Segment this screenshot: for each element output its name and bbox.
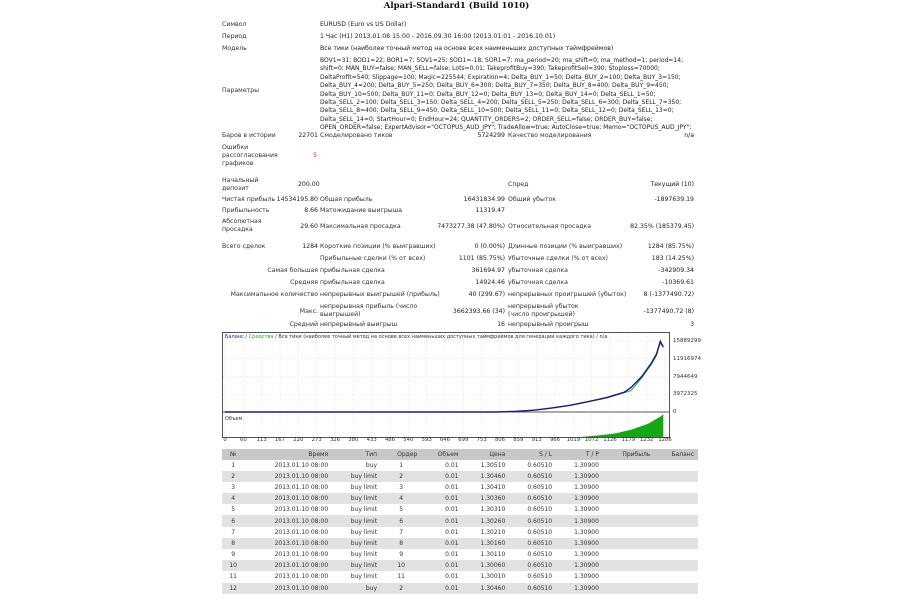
table-cell: 1.30310 [480,506,506,514]
table-cell: 2013.01.10 08:00 [244,583,332,594]
table-cell: 1.30110 [480,551,506,559]
x-tick-label: 167 [274,437,286,443]
max-profit-value: 3662393.66 (34) [452,308,505,315]
x-tick-label: 913 [531,437,542,443]
table-cell [603,583,654,594]
legend-sep: / [243,334,249,340]
table-row [222,538,698,549]
bars-value: 22701 [298,132,318,139]
table-cell: 0.01 [445,506,459,514]
gross-loss-value: -1897639.19 [654,196,694,203]
table-cell: 6 [381,515,421,526]
table-cell [603,538,654,549]
table-cell: 9 [231,551,236,559]
maxcount-label: Максимальное количество [230,291,318,298]
table-cell: 1.30460 [463,583,510,594]
table-cell [654,549,698,560]
table-cell: 0.01 [421,493,462,504]
column-header: № [222,449,244,460]
table-cell: 0.60510 [527,551,553,559]
x-tick-label: 646 [439,437,451,443]
chart-legend [225,334,607,340]
table-cell: buy [332,583,381,594]
maxcount-losses-label: непрерывных проигрышей (убыток) [508,291,627,298]
table-cell: buy limit [332,515,381,526]
table-cell: 2013.01.10 08:00 [274,506,329,514]
rel-dd-label: Относительная просадка [508,223,592,230]
table-cell: 0.01 [445,483,459,491]
table-cell: 2013.01.10 08:00 [244,471,332,482]
avg-label: Средний [289,321,318,328]
short-label: Короткие позиции (% выигравших) [320,243,436,250]
table-cell: 6 [222,515,244,526]
table-cell: 5 [399,506,404,514]
table-cell [654,583,698,594]
period-value: 1 Час (H1) 2013.01.08 15:00 - 2016.09.30 16:00 (2013.01.01 - 2016.10.01) [320,33,556,40]
table-cell: 1.30510 [480,461,506,469]
expected-label: Матожидание выигрыша [320,207,403,214]
x-tick-label: 60 [239,437,247,443]
table-cell: 11 [397,573,405,581]
pf-label: Прибыльность [222,207,270,214]
table-cell: 12 [222,583,244,594]
table-cell: 0.60510 [527,506,553,514]
table-row [222,493,698,504]
report-title: Alpari-Standard1 (Build 1010) [383,1,530,11]
table-cell: 0.01 [421,560,462,571]
table-cell: buy limit [350,506,378,514]
orders-table [222,449,698,594]
average-loss-value: -10369.61 [662,279,694,286]
table-row [222,504,698,515]
table-cell: buy limit [350,551,378,559]
avg-losses-value: 3 [690,321,694,328]
table-row [222,482,698,493]
table-cell: 4 [381,493,421,504]
table-cell: 1.30900 [556,560,603,571]
table-cell: 1.30010 [480,573,506,581]
table-cell: 0.60510 [509,583,556,594]
average-profit-value: 14924.46 [475,279,505,286]
table-row [222,471,698,482]
x-tick-label: 1019 [566,437,581,443]
max-dd-label: Максимальная просадка [320,223,401,230]
gross-profit-label: Общая прибыль [320,196,373,203]
profit-trades-label: Прибыльные сделки (% от всех) [320,255,426,262]
table-row [222,549,698,560]
table-cell: 9 [399,551,404,559]
loss-trades-value: 183 (14.25%) [651,255,694,262]
legend-balance: Баланс [225,334,244,340]
table-cell: 1.30900 [556,538,603,549]
x-tick-label: 593 [421,437,432,443]
table-cell: buy limit [350,573,378,581]
table-cell: 0.60510 [527,573,553,581]
table-cell: buy limit [332,471,381,482]
table-cell: buy limit [350,483,378,491]
deposit-label: Начальный депозит [222,177,259,192]
table-cell [654,493,698,504]
table-cell: 1.30900 [556,583,603,594]
net-label: Чистая прибыль [222,196,276,203]
profit-trades-value: 1101 (85.75%) [458,255,505,262]
maxcount-losses-value: 8 (-1377490.72) [643,291,694,298]
table-cell: 0.01 [445,573,459,581]
table-cell: buy limit [350,528,378,536]
table-cell [654,471,698,482]
params-value: BOV1=31; BOD1=22; BOR1=7; SOV1=25; SOD1=-18; SOR1=7; ma_period=20; ma_shift=0; ma_method=1; period=14; shift=0; MAN_BUY=false; MAN_SELL=false; Lots=0.01; TakeprofitBuy=390; TakeprofitSell=390; Stoploss=70000; DeltaProfit=540; Slippage=100; Magic=225544; Expiration=4; Delta_BUY_1=50; Delta_BUY_2=100; Delta_BUY_3=150; Delta_BUY_4=200; Delta_BUY_5=250; Delta_BUY_6=300; Delta_BUY_7=350; Delta_BUY_8=400; Delta_BUY_9=450; Delta_BUY_10=500; Delta_BUY_11=0; Delta_BUY_12=0; Delta_BUY_13=0; Delta_BUY_14=0; Delta_SELL_1=50; Delta_SELL_2=100; Delta_SELL_3=150; Delta_SELL_4=200; Delta_SELL_5=250; Delta_SELL_6=300; Delta_SELL_7=350; Delta_SELL_8=400; Delta_SELL_9=450; Delta_SELL_10=500; Delta_SELL_11=0; Delta_SELL_12=0; Delta_SELL_13=0; Delta_SELL_14=0; StartHour=0; EndHour=24; QUANTITY_ORDERS=2; ORDER_SELL=false; ORDER_BUY=false; OPEN_ORDER=false; ExpertAdvisor="OCTOPUS_AUD_JPY"; TradeAllow=true; AutoClose=true; Memo="OCTOPUS_AUD_JPY"; [320,57,692,132]
x-tick-label: 220 [293,437,304,443]
table-cell [603,471,654,482]
y-tick-label: 15889299 [673,338,701,344]
table-cell [603,571,654,582]
table-cell: 2 [381,583,421,594]
y-tick-label: 11916974 [673,355,701,362]
table-cell: 2013.01.10 08:00 [244,560,332,571]
column-header: T / P [556,449,603,460]
pf-value: 8.66 [304,207,318,214]
largest-label: Самая большая [267,267,318,274]
maxcount-wins-label: непрерывных выигрышей (прибыль) [320,291,440,298]
table-cell [654,560,698,571]
column-header: Тип [332,449,381,460]
x-tick-label: 486 [384,437,396,443]
table-cell: 1.30900 [574,551,599,559]
table-cell: 3 [231,483,236,491]
maxcount-wins-value: 40 (299.67) [468,291,505,298]
x-tick-label: 326 [329,437,341,443]
legend-rest: / Все тики (наиболее точный метод на основе всех наименьших доступных таймфреймов для генерации каждого тика) / n/a [273,334,608,340]
table-cell: 3 [399,483,404,491]
table-cell: 1.30260 [463,515,510,526]
x-tick-label: 1286 [658,437,672,443]
table-cell: 5 [231,506,236,514]
symbol-label: Символ [222,21,247,28]
column-header: Прибыль [603,449,654,460]
abs-dd-value: 29.60 [300,223,318,230]
bars-label: Баров в истории [222,132,276,139]
column-header: Баланс [654,449,698,460]
table-cell: 1.30060 [463,560,510,571]
model-value: Все тики (наиболее точный метод на основе всех наименьших доступных таймфреймов) [320,45,614,52]
column-header: Объем [421,449,462,460]
gross-profit-value: 16431834.99 [463,196,505,203]
table-cell: 2013.01.10 08:00 [274,573,329,581]
table-cell: 0.01 [421,538,462,549]
table-cell [603,527,654,538]
table-cell [603,493,654,504]
table-cell: 1.30460 [463,471,510,482]
table-row [222,560,698,571]
table-cell: 0.60510 [509,471,556,482]
table-row [222,527,698,538]
max-label: Макс. [299,308,318,315]
errors-label: Ошибки рассогласования графиков [222,144,278,167]
table-cell: buy limit [332,538,381,549]
deposit-value: 200.00 [298,181,320,188]
x-tick-label: 966 [549,437,561,443]
table-header-row [222,449,698,460]
table-cell: 1.30210 [480,528,506,536]
x-tick-label: 806 [494,437,506,443]
table-cell: 0.01 [421,515,462,526]
table-cell [654,504,698,515]
table-cell: 2013.01.10 08:00 [244,515,332,526]
table-cell: 2013.01.10 08:00 [274,483,329,491]
table-cell: 0.60510 [527,483,553,491]
table-cell: 8 [381,538,421,549]
x-tick-label: 1126 [603,437,617,443]
symbol-value: EURUSD (Euro vs US Dollar) [320,21,407,28]
x-tick-label: 0 [223,437,227,443]
table-cell: 2013.01.10 08:00 [244,493,332,504]
table-cell: buy [365,461,378,469]
period-label: Период [222,33,247,40]
table-cell: 0.01 [445,461,459,469]
column-header: Время [244,449,332,460]
table-cell: 10 [381,560,421,571]
x-tick-label: 1179 [621,437,636,443]
x-tick-label: 273 [311,437,322,443]
legend-equity: Средства [248,334,274,340]
x-tick-label: 1072 [584,437,599,443]
table-cell: 0.60510 [527,528,553,536]
table-cell: 4 [222,493,244,504]
table-cell [603,549,654,560]
largest-profit-label: прибыльная сделка [320,267,385,274]
average-label: Средняя [290,279,318,286]
max-loss-value: -1377490.72 (8) [643,308,694,315]
average-profit-label: прибыльная сделка [320,279,385,286]
table-cell: buy limit [332,493,381,504]
max-loss-label: непрерывный убыток (число проигрышей) [508,303,579,318]
table-cell [603,560,654,571]
table-cell [603,515,654,526]
table-cell [654,482,698,493]
table-cell: 1.30900 [574,506,599,514]
ticks-value: 5724299 [477,132,505,139]
column-header: Ордер [381,449,421,460]
quality-label: Качество моделирования [508,132,592,139]
y-tick-label: 0 [673,409,677,415]
volume-label: Объем [225,416,243,422]
table-cell: 1.30160 [463,538,510,549]
avg-wins-label: непрерывный выигрыш [320,321,398,328]
max-dd-value: 7473277.38 (47.80%) [437,223,505,230]
table-cell: 1.30900 [574,528,599,536]
table-cell: 0.01 [445,551,459,559]
largest-profit-value: 361694.97 [471,267,505,274]
table-cell [603,504,654,515]
spread-label: Спред [508,181,529,188]
table-cell: 1.30900 [556,515,603,526]
rel-dd-value: 82.35% (185379.45) [630,223,694,230]
table-cell: 0.60510 [527,461,553,469]
table-cell: 1 [399,461,404,469]
table-cell: buy limit [332,560,381,571]
avg-losses-label: непрерывный проигрыш [508,321,589,328]
balance-chart [222,332,670,438]
table-row [222,571,698,582]
table-cell: 0.60510 [509,538,556,549]
table-cell: 8 [222,538,244,549]
table-cell: 0.60510 [509,560,556,571]
table-cell [603,460,654,471]
net-value: 14534195.80 [276,196,318,203]
loss-trades-label: Убыточные сделки (% от всех) [508,255,608,262]
table-cell: 0.01 [421,583,462,594]
table-cell: 2 [381,471,421,482]
table-cell: 7 [399,528,404,536]
table-cell: 7 [231,528,236,536]
x-tick-label: 380 [348,437,359,443]
table-cell: 2 [222,471,244,482]
table-cell: 0.60510 [509,515,556,526]
x-tick-label: 859 [513,437,524,443]
gross-loss-label: Общий убыток [508,196,557,203]
x-tick-label: 540 [403,437,414,443]
average-loss-label: убыточная сделка [508,279,568,286]
avg-wins-value: 16 [497,321,505,328]
ticks-label: Смоделировано тиков [320,132,393,139]
y-tick-label: 7944649 [673,373,698,380]
total-label: Всего сделок [222,243,266,250]
column-header: Цена [463,449,510,460]
table-cell: 1 [231,461,236,469]
largest-loss-label: убыточная сделка [508,267,568,274]
x-tick-label: 699 [458,437,469,443]
x-tick-label: 113 [256,437,267,443]
total-value: 1284 [302,243,318,250]
table-cell: 1.30360 [463,493,510,504]
table-cell: 1.30900 [556,471,603,482]
abs-dd-label: Абсолютная просадка [222,218,262,233]
table-cell: 2013.01.10 08:00 [274,461,329,469]
long-label: Длинные позиции (% выигравших) [508,243,623,250]
max-profit-label: непрерывная прибыль (число выигрышей) [320,303,418,318]
table-cell [654,460,698,471]
table-cell: 2013.01.10 08:00 [274,551,329,559]
table-cell [654,527,698,538]
table-row [222,515,698,526]
column-header: S / L [509,449,556,460]
table-row [222,583,698,594]
table-cell: 1.30900 [574,461,599,469]
table-cell: 1.30900 [574,483,599,491]
table-cell: 0.01 [445,528,459,536]
table-cell: 0.60510 [509,493,556,504]
x-tick-label: 433 [366,437,377,443]
table-cell [654,571,698,582]
table-cell: 2013.01.10 08:00 [274,528,329,536]
largest-loss-value: -342909.34 [658,267,694,274]
table-cell [603,482,654,493]
expected-value: 11319.47 [475,207,505,214]
table-cell [654,538,698,549]
x-tick-label: 753 [476,437,487,443]
errors-value: 5 [313,152,317,159]
table-cell: 2013.01.10 08:00 [244,538,332,549]
long-value: 1284 (85.75%) [647,243,694,250]
table-cell: 1.30410 [480,483,506,491]
quality-value: n/a [684,132,694,139]
y-tick-label: 3972325 [673,391,698,398]
spread-value: Текущий (10) [650,181,694,188]
table-cell: 1.30900 [556,493,603,504]
table-cell: 1.30900 [574,573,599,581]
table-cell [654,515,698,526]
short-value: 0 (0.00%) [474,243,505,250]
table-cell: 0.01 [421,471,462,482]
table-cell: 10 [222,560,244,571]
params-label: Параметры [222,87,260,94]
table-row [222,460,698,471]
table-cell: 11 [229,573,237,581]
x-tick-label: 1232 [639,437,654,443]
model-label: Модель [222,45,247,52]
